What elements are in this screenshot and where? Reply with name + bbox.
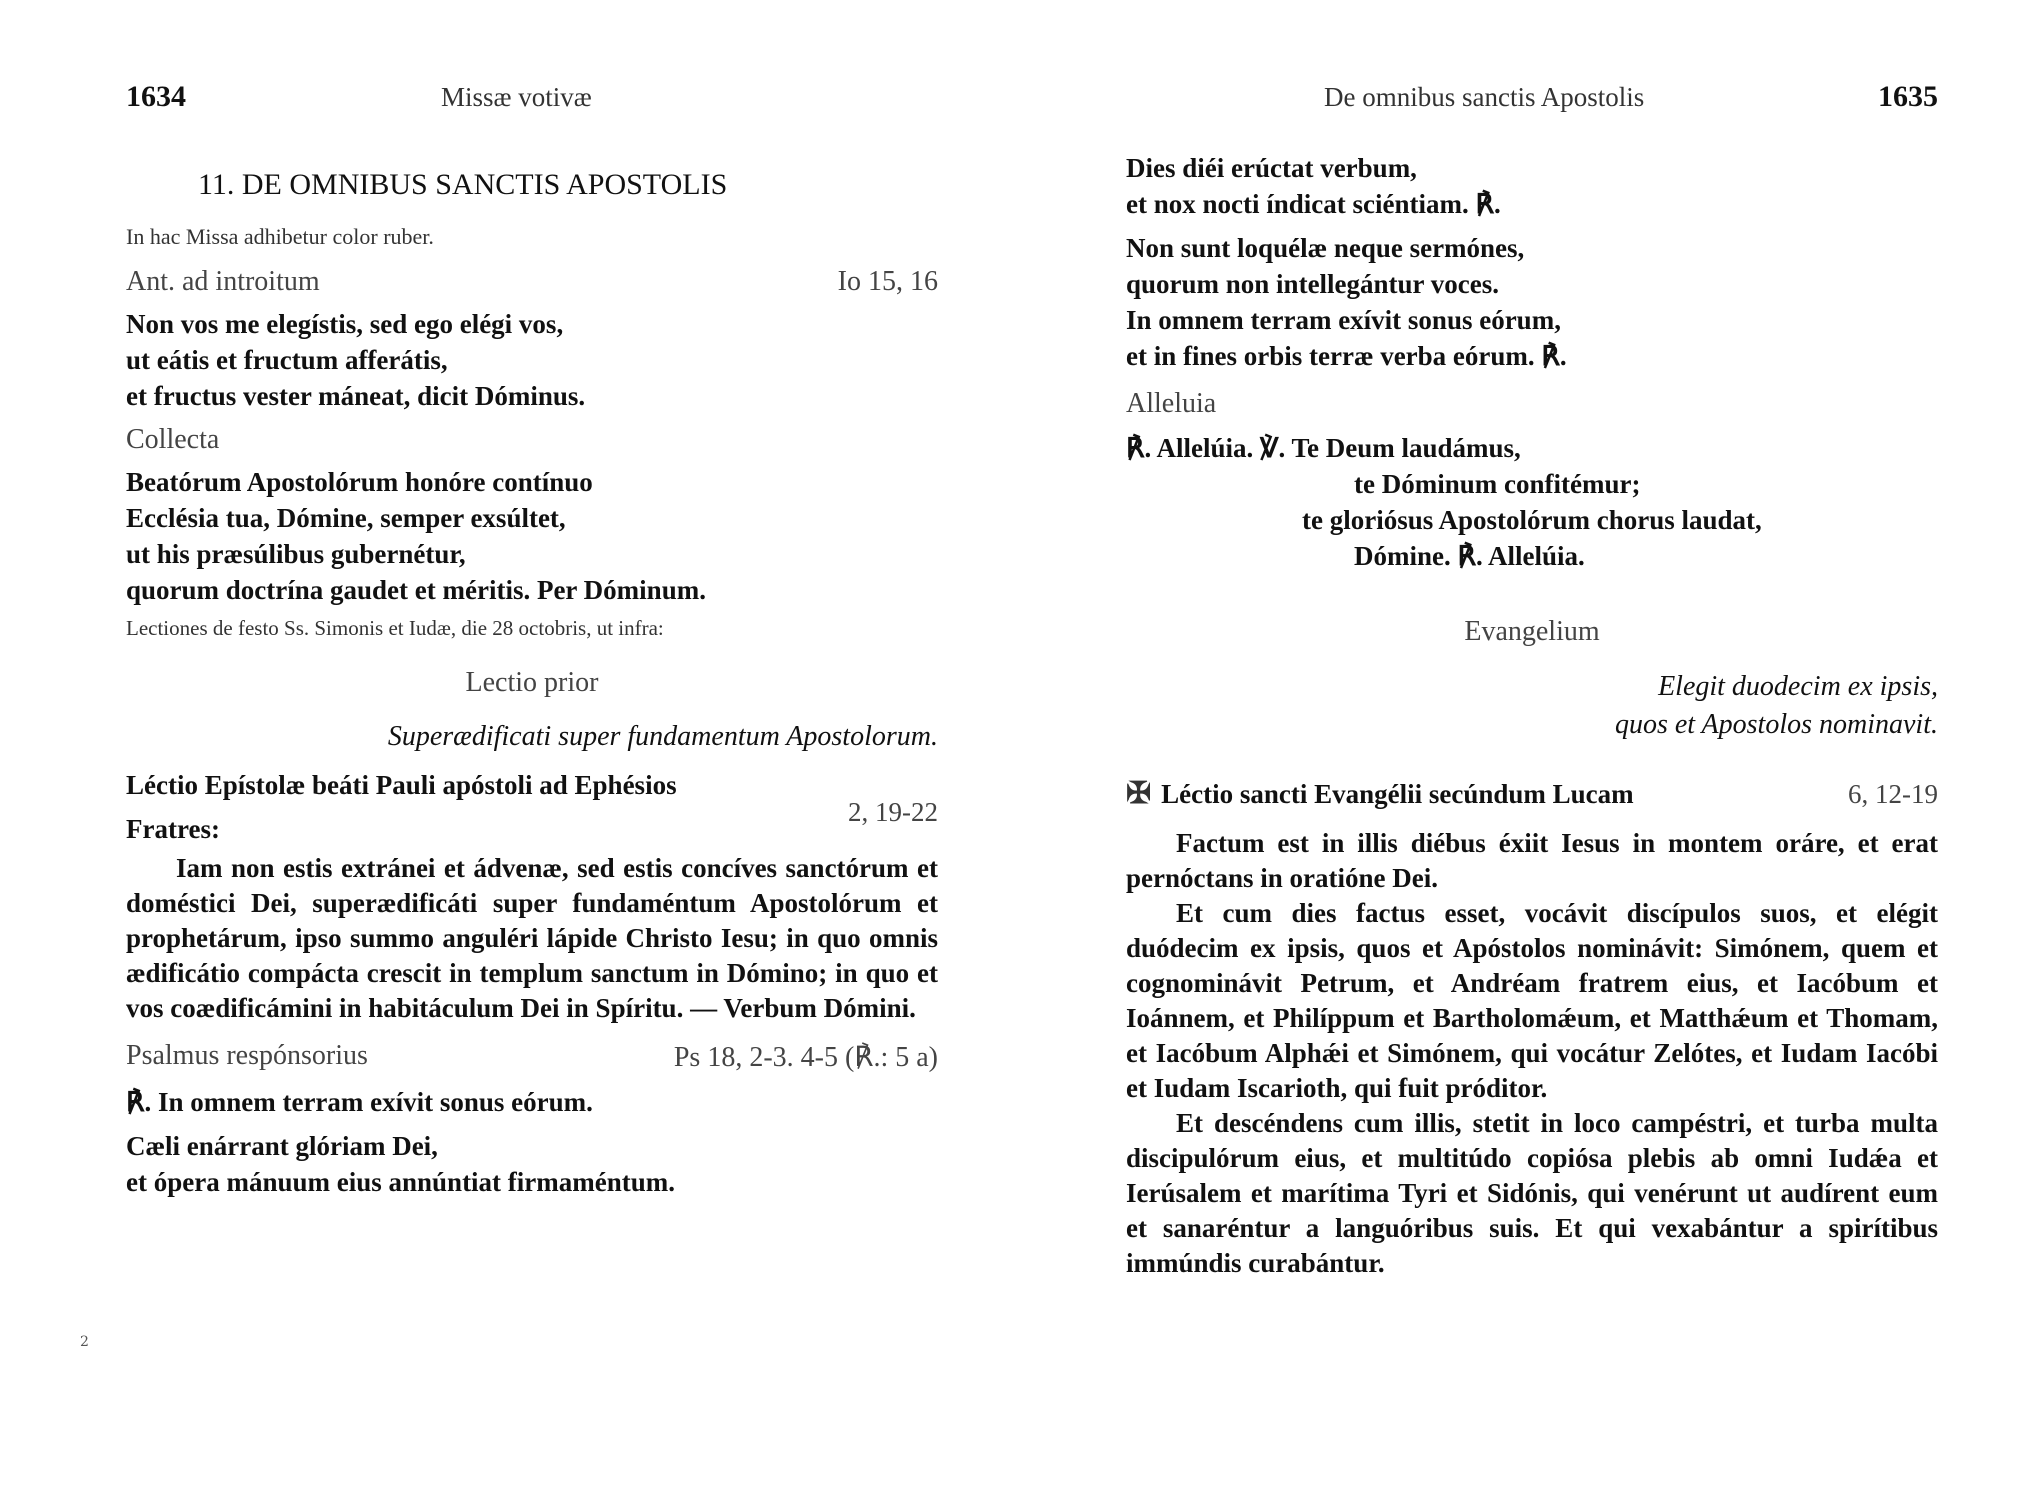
introit-reference: Io 15, 16 bbox=[837, 266, 938, 297]
alleluia-text bbox=[1126, 430, 1938, 574]
alleluia-label-row bbox=[1126, 388, 1938, 420]
psalm-stanza-2 bbox=[1126, 230, 1938, 374]
running-title-left: Missæ votivæ bbox=[441, 82, 592, 112]
collect-line: ut his præsúlibus gubernétur, bbox=[126, 539, 466, 569]
introit-text bbox=[126, 306, 938, 414]
collect-line: Beatórum Apostolórum honóre contínuo bbox=[126, 467, 593, 497]
lectio-text: Iam non estis extránei et ádvenæ, sed estis concíves sanctórum et doméstici Dei, superædificáti super fundaméntum Apostolórum et prophetárum, ipso summo anguléri lápide Christo Iesu; in quo omnis ædificátio compácta crescit in templum sanctum in Dómino; in quo et vos coædificámini in habitáculum Dei in Spíritu. — Verbum Dómini. bbox=[126, 853, 938, 1023]
cross-icon: ✠ bbox=[1126, 777, 1152, 810]
introit-label: Ant. ad introitum bbox=[126, 266, 320, 297]
collect-line: quorum doctrína gaudet et méritis. Per Dóminum. bbox=[126, 575, 706, 605]
gospel-label: Evangelium bbox=[1464, 616, 1600, 647]
psalm-line: Cæli enárrant glóriam Dei, bbox=[126, 1131, 438, 1161]
right-page bbox=[1126, 0, 1938, 1500]
psalm-line: Dies diéi erúctat verbum, bbox=[1126, 153, 1417, 183]
collect-line: Ecclésia tua, Dómine, semper exsúltet, bbox=[126, 503, 566, 533]
lectio-reference: 2, 19-22 bbox=[848, 797, 938, 827]
psalm-line: et ópera mánuum eius annúntiat firmaméntum. bbox=[126, 1167, 676, 1197]
alleluia-line: Dómine. ℟. Allelúia. bbox=[1354, 541, 1585, 571]
gospel-title: Léctio sancti Evangélii secúndum Lucam bbox=[1161, 779, 1634, 809]
introit-line: et fructus vester máneat, dicit Dóminus. bbox=[126, 381, 586, 411]
alleluia-line: te gloriósus Apostolórum chorus laudat, bbox=[1302, 505, 1762, 535]
lectio-open-row bbox=[126, 797, 938, 847]
psalm-line: In omnem terram exívit sonus eórum, bbox=[1126, 305, 1561, 335]
psalm-reference: Ps 18, 2-3. 4-5 (℟.: 5 a) bbox=[673, 1042, 938, 1073]
margin-verse-number: 2 bbox=[80, 1334, 89, 1350]
lectio-title: Léctio Epístolæ beáti Pauli apóstoli ad Ephésios bbox=[126, 770, 677, 800]
alleluia-line: ℟. Allelúia. ℣. Te Deum laudámus, bbox=[1126, 433, 1521, 463]
alleluia-line: te Dóminum confitémur; bbox=[1354, 469, 1641, 499]
collect-label: Collecta bbox=[126, 424, 220, 455]
introit-line: Non vos me elegístis, sed ego elégi vos, bbox=[126, 309, 564, 339]
gospel-label-row bbox=[1126, 616, 1938, 648]
psalm-line: et nox nocti índicat sciéntiam. ℟. bbox=[1126, 189, 1501, 219]
rubric-color: In hac Missa adhibetur color ruber. bbox=[126, 224, 434, 249]
gospel-reference: 6, 12-19 bbox=[1848, 778, 1938, 809]
running-title-right: De omnibus sanctis Apostolis bbox=[1324, 82, 1645, 112]
psalm-label: Psalmus respónsorius bbox=[126, 1040, 368, 1071]
gospel-title-wrap bbox=[1126, 776, 1634, 812]
psalm-label-row bbox=[126, 1040, 938, 1074]
gospel-paragraph: Et descéndens cum illis, stetit in loco campéstri, et turba multa discipulórum eius, et multitúdo copiósa plebis ab omni Iudǽa et Ierúsalem et marítima Tyri et Sidónis, qui venérunt ut audírent eum et sanaréntur a languóribus suis. Et qui vexabántur a spirítibus immúndis curabántur. bbox=[1126, 1108, 1938, 1278]
gospel-paragraph: Factum est in illis diébus éxiit Iesus in montem oráre, et erat pernóctans in oratióne Dei. bbox=[1126, 828, 1938, 893]
psalm-stanza-left bbox=[126, 1128, 938, 1200]
introit-line: ut eátis et fructum afferátis, bbox=[126, 345, 448, 375]
page-number-left: 1634 bbox=[126, 80, 186, 113]
lectio-label: Lectio prior bbox=[465, 667, 599, 698]
mass-heading: 11. DE OMNIBUS SANCTIS APOSTOLIS bbox=[198, 168, 728, 201]
alleluia-label: Alleluia bbox=[1126, 388, 1217, 419]
lectio-summary: Superædificati super fundamentum Apostolorum. bbox=[387, 721, 938, 752]
gospel-paragraph: Et cum dies factus esset, vocávit discípulos suos, et elégit duódecim ex ipsis, quos et Apóstolos nominávit: Simónem, quem et cognominávit Petrum, et Andréam fratrem eius, et Iacóbum et Ioánnem, et Philíppum et Bartholomǽum, et Matthǽum et Thomam, et Iacóbum Alphǽi et Simónem, qui vocátur Zelótes, et Iudam Iacóbi et Iudam Iscarioth, qui fuit próditor. bbox=[1126, 898, 1938, 1103]
psalm-stanza-1 bbox=[1126, 150, 1938, 222]
gospel-title-row bbox=[1126, 776, 1938, 812]
gospel-summary-line: Elegit duodecim ex ipsis, bbox=[1658, 671, 1938, 702]
psalm-line: et in fines orbis terræ verba eórum. ℟. bbox=[1126, 341, 1567, 371]
introit-label-row bbox=[126, 266, 938, 298]
running-head-left bbox=[126, 80, 938, 120]
page-number-right: 1635 bbox=[1878, 80, 1938, 113]
psalm-response: ℟. In omnem terram exívit sonus eórum. bbox=[126, 1087, 593, 1117]
collect-label-row bbox=[126, 424, 938, 456]
collect-text bbox=[126, 464, 938, 608]
running-head-right bbox=[1126, 80, 1938, 120]
rubric-lessons: Lectiones de festo Ss. Simonis et Iudæ, die 28 octobris, ut infra: bbox=[126, 616, 664, 640]
psalm-line: quorum non intellegántur voces. bbox=[1126, 269, 1500, 299]
gospel-summary bbox=[1126, 668, 1938, 744]
lectio-label-row bbox=[126, 667, 938, 699]
lectio-opening: Fratres: bbox=[126, 814, 220, 844]
left-page bbox=[126, 0, 938, 1500]
gospel-summary-line: quos et Apostolos nominavit. bbox=[1614, 709, 1938, 740]
psalm-line: Non sunt loquélæ neque sermónes, bbox=[1126, 233, 1525, 263]
